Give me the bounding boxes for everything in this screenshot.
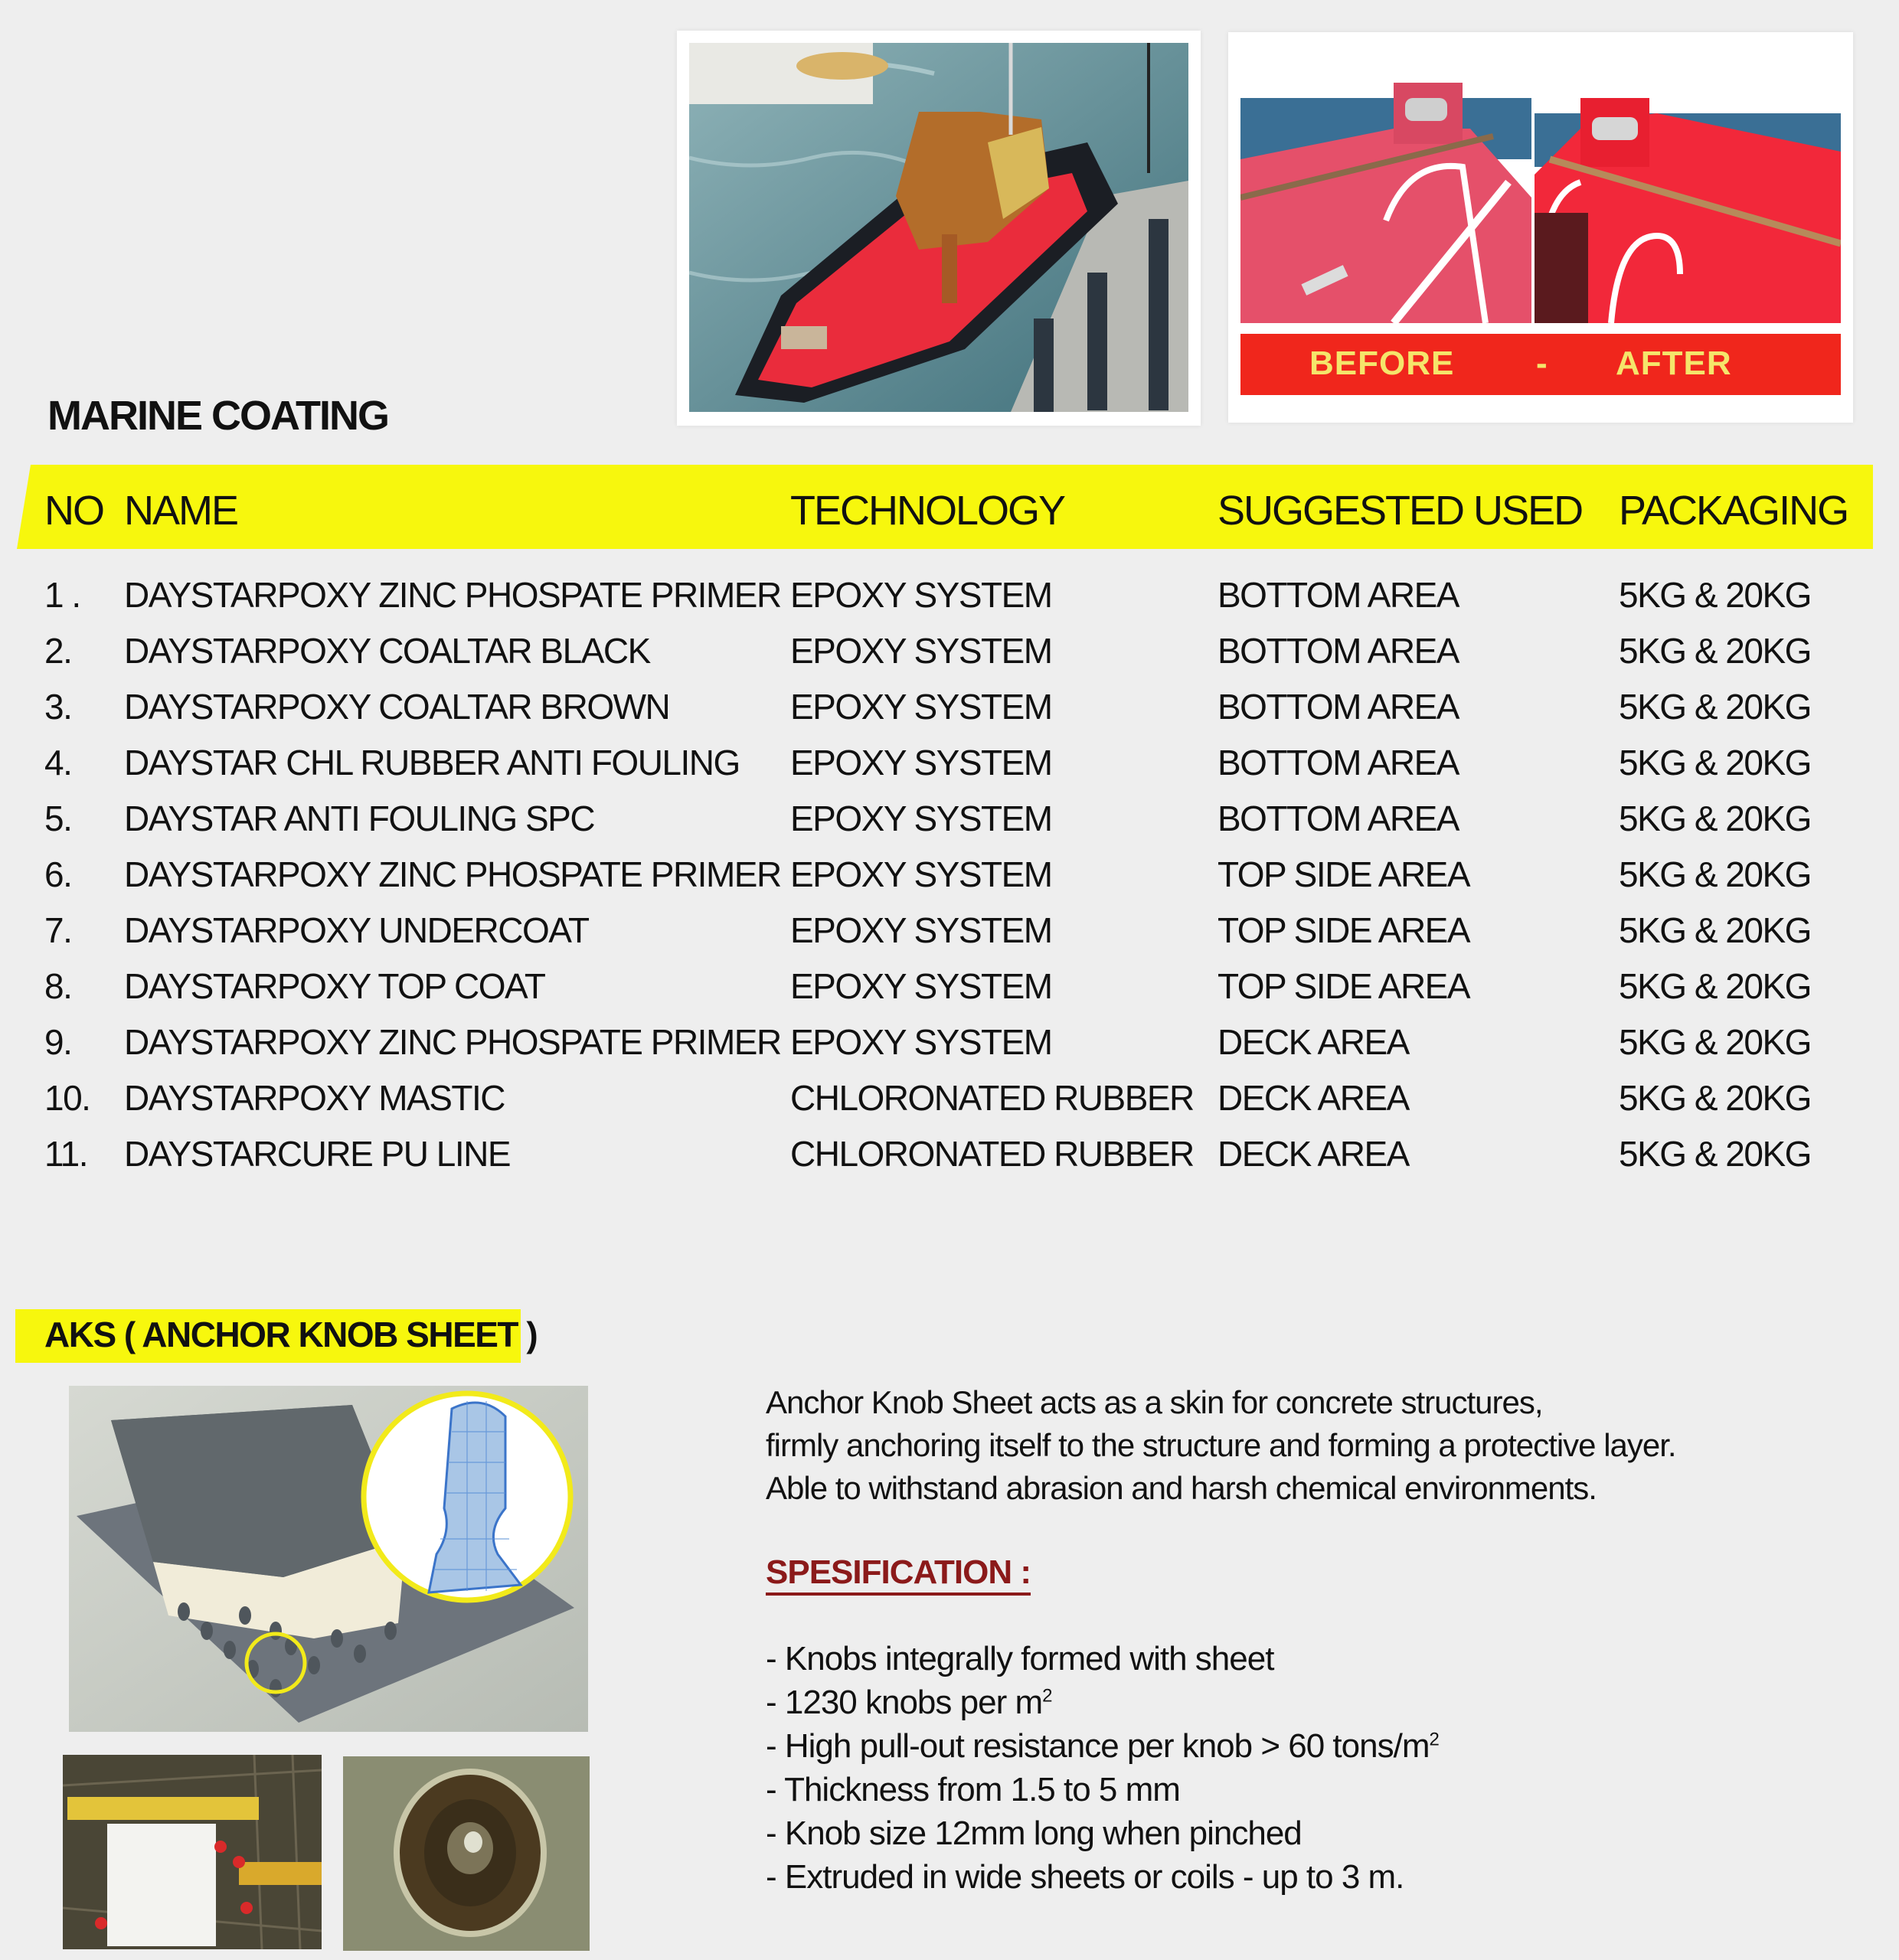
row-suggested-used: BOTTOM AREA: [1218, 631, 1459, 671]
lifeboat-before-photo: [1240, 44, 1531, 323]
row-no: 2.: [44, 631, 72, 671]
table-row: [0, 574, 1899, 630]
row-packaging: 5KG & 20KG: [1619, 799, 1811, 838]
row-packaging: 5KG & 20KG: [1619, 854, 1811, 894]
spec-item-text: - 1230 knobs per m: [766, 1684, 1043, 1721]
row-no: 11.: [44, 1134, 88, 1174]
row-packaging: 5KG & 20KG: [1619, 1022, 1811, 1062]
aks-description-line: Able to withstand abrasion and harsh chemical environments.: [766, 1470, 1597, 1506]
row-name: DAYSTARPOXY UNDERCOAT: [124, 910, 589, 950]
lifeboat-after-illustration: [1535, 44, 1841, 323]
row-technology: EPOXY SYSTEM: [790, 799, 1052, 838]
row-no: 9.: [44, 1022, 72, 1062]
row-name: DAYSTARPOXY ZINC PHOSPATE PRIMER: [124, 575, 781, 615]
lifeboat-after-photo: [1535, 44, 1841, 323]
row-suggested-used: BOTTOM AREA: [1218, 575, 1459, 615]
row-suggested-used: TOP SIDE AREA: [1218, 854, 1470, 894]
row-suggested-used: BOTTOM AREA: [1218, 743, 1459, 782]
row-technology: EPOXY SYSTEM: [790, 1022, 1052, 1062]
row-suggested-used: DECK AREA: [1218, 1022, 1409, 1062]
row-no: 3.: [44, 687, 72, 727]
row-no: 6.: [44, 854, 72, 894]
row-name: DAYSTARPOXY ZINC PHOSPATE PRIMER: [124, 1022, 781, 1062]
row-suggested-used: BOTTOM AREA: [1218, 687, 1459, 727]
tugboat-illustration: [689, 43, 1188, 412]
spec-item: [766, 1727, 1439, 1766]
header-name: NAME: [124, 488, 238, 534]
row-packaging: 5KG & 20KG: [1619, 631, 1811, 671]
aks-description-line: Anchor Knob Sheet acts as a skin for concrete structures,: [766, 1384, 1543, 1420]
row-suggested-used: TOP SIDE AREA: [1218, 966, 1470, 1006]
row-technology: CHLORONATED RUBBER: [790, 1078, 1194, 1118]
row-name: DAYSTAR ANTI FOULING SPC: [124, 799, 595, 838]
coil-installation-illustration: [63, 1755, 322, 1949]
lifeboat-before-illustration: [1240, 44, 1531, 323]
table-row: [0, 910, 1899, 965]
header-no: NO: [44, 488, 103, 534]
row-packaging: 5KG & 20KG: [1619, 575, 1811, 615]
aks-description-line: firmly anchoring itself to the structure and forming a protective layer.: [766, 1427, 1676, 1463]
row-technology: EPOXY SYSTEM: [790, 631, 1052, 671]
tugboat-photo: [689, 43, 1188, 412]
tugboat-photo-frame: [677, 31, 1201, 426]
lifeboat-photo-frame: [1228, 32, 1853, 423]
row-name: DAYSTARPOXY COALTAR BLACK: [124, 631, 650, 671]
row-packaging: 5KG & 20KG: [1619, 687, 1811, 727]
row-packaging: 5KG & 20KG: [1619, 1134, 1811, 1174]
row-name: DAYSTARPOXY TOP COAT: [124, 966, 545, 1006]
pipe-interior-illustration: [343, 1756, 590, 1951]
table-row: [0, 965, 1899, 1021]
row-packaging: 5KG & 20KG: [1619, 966, 1811, 1006]
spec-item-text: - Extruded in wide sheets or coils - up to 3 m.: [766, 1858, 1404, 1896]
table-row: [0, 742, 1899, 798]
spec-item: [766, 1684, 1051, 1722]
row-name: DAYSTAR CHL RUBBER ANTI FOULING: [124, 743, 740, 782]
row-no: 8.: [44, 966, 72, 1006]
row-technology: EPOXY SYSTEM: [790, 910, 1052, 950]
before-label: BEFORE: [1309, 345, 1455, 382]
spec-item: [766, 1815, 1302, 1853]
row-technology: EPOXY SYSTEM: [790, 966, 1052, 1006]
table-row: [0, 630, 1899, 686]
aks-title: AKS ( ANCHOR KNOB SHEET ): [44, 1315, 538, 1354]
header-suggested-used: SUGGESTED USED: [1218, 488, 1583, 534]
row-name: DAYSTARPOXY MASTIC: [124, 1078, 505, 1118]
spec-item-text: - Thickness from 1.5 to 5 mm: [766, 1771, 1180, 1808]
row-name: DAYSTARPOXY ZINC PHOSPATE PRIMER: [124, 854, 781, 894]
pipe-interior-photo: [343, 1756, 590, 1951]
spec-item: [766, 1640, 1273, 1678]
anchor-knob-render-image: [69, 1386, 588, 1732]
spec-item: [766, 1858, 1404, 1896]
row-no: 1 .: [44, 575, 80, 615]
table-row: [0, 854, 1899, 910]
header-technology: TECHNOLOGY: [790, 488, 1065, 534]
marine-coating-title: MARINE COATING: [47, 393, 388, 439]
row-technology: EPOXY SYSTEM: [790, 687, 1052, 727]
row-technology: CHLORONATED RUBBER: [790, 1134, 1194, 1174]
table-row: [0, 1077, 1899, 1133]
table-row: [0, 686, 1899, 742]
row-name: DAYSTARPOXY COALTAR BROWN: [124, 687, 670, 727]
spec-item-superscript: 2: [1042, 1685, 1052, 1707]
row-no: 7.: [44, 910, 72, 950]
row-packaging: 5KG & 20KG: [1619, 1078, 1811, 1118]
row-technology: EPOXY SYSTEM: [790, 743, 1052, 782]
row-technology: EPOXY SYSTEM: [790, 854, 1052, 894]
row-technology: EPOXY SYSTEM: [790, 575, 1052, 615]
row-suggested-used: TOP SIDE AREA: [1218, 910, 1470, 950]
spec-item-text: - High pull-out resistance per knob > 60 tons/m: [766, 1727, 1430, 1765]
spec-item-text: - Knobs integrally formed with sheet: [766, 1640, 1274, 1677]
spec-item: [766, 1771, 1180, 1809]
coil-installation-photo: [63, 1755, 322, 1949]
before-after-banner: [1240, 334, 1841, 395]
row-suggested-used: DECK AREA: [1218, 1134, 1409, 1174]
anchor-knob-illustration: [69, 1386, 588, 1732]
before-after-separator: -: [1536, 345, 1548, 382]
spec-item-text: - Knob size 12mm long when pinched: [766, 1815, 1302, 1852]
row-suggested-used: BOTTOM AREA: [1218, 799, 1459, 838]
row-no: 5.: [44, 799, 72, 838]
table-row: [0, 1133, 1899, 1189]
table-row: [0, 1021, 1899, 1077]
row-packaging: 5KG & 20KG: [1619, 910, 1811, 950]
row-no: 10.: [44, 1078, 90, 1118]
row-suggested-used: DECK AREA: [1218, 1078, 1409, 1118]
spec-item-superscript: 2: [1429, 1729, 1439, 1750]
specification-title: SPESIFICATION :: [766, 1554, 1031, 1596]
row-no: 4.: [44, 743, 72, 782]
header-packaging: PACKAGING: [1619, 488, 1848, 534]
after-label: AFTER: [1616, 345, 1732, 382]
table-row: [0, 798, 1899, 854]
row-name: DAYSTARCURE PU LINE: [124, 1134, 511, 1174]
row-packaging: 5KG & 20KG: [1619, 743, 1811, 782]
